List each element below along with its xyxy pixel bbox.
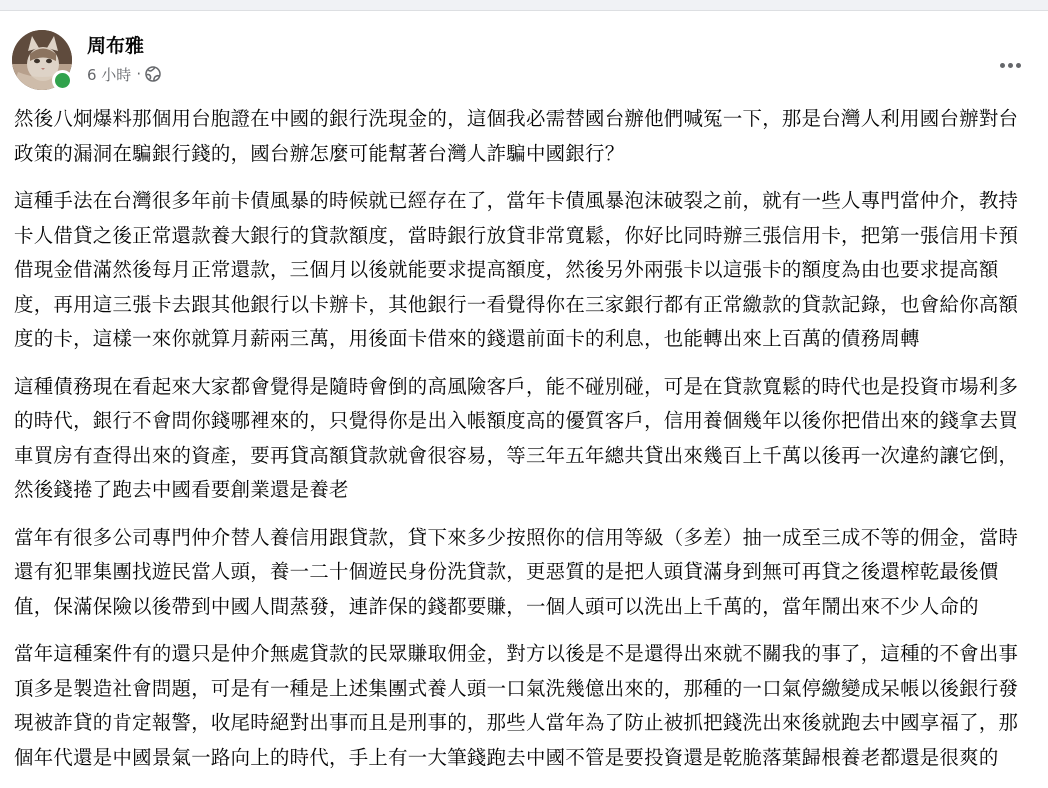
- post-paragraph: 這種債務現在看起來大家都會覺得是隨時會倒的高風險客戶，能不碰別碰，可是在貸款寬鬆的時代也是投資市場利多的時代，銀行不會問你錢哪裡來的，只覺得你是出入帳額度高的優質客戶，信用養個幾年以後你把借出來的錢拿去買車買房有查得出來的資產，要再貸高額貸款就會很容易，等三年五年總共貸出來幾百上千萬以後再一次違約讓它倒，然後錢捲了跑去中國看要創業還是養老: [14, 374, 1019, 501]
- meta-separator: ·: [136, 65, 142, 83]
- post-meta: [87, 63, 161, 85]
- more-options-icon: [1000, 63, 1005, 68]
- post-timestamp[interactable]: 6 小時: [87, 65, 132, 84]
- post-text: [14, 102, 1034, 788]
- post-header: [0, 11, 1048, 91]
- feed-divider: [0, 0, 1048, 11]
- more-options-icon: [1008, 63, 1013, 68]
- post-paragraph: 當年這種案件有的還只是仲介無處貸款的民眾賺取佣金，對方以後是不是還得出來就不關我的事了，這種的不會出事頂多是製造社會問題，可是有一種是上述集團式養人頭一口氣洗幾億出來的，那種的一口氣停繳變成呆帳以後銀行發現被詐貸的肯定報警，收尾時絕對出事而且是刑事的，那些人當年為了防止被抓把錢洗出來後就跑去中國享福了，那個年代還是中國景氣一路向上的時代，手上有一大筆錢跑去中國不管是要投資還是乾脆落葉歸根養老都還是很爽的: [14, 642, 1019, 769]
- post-paragraph: 這種手法在台灣很多年前卡債風暴的時候就已經存在了，當年卡債風暴泡沫破裂之前，就有一些人專門當仲介，教持卡人借貸之後正常還款養大銀行的貸款額度，當時銀行放貸非常寬鬆，你好比同時辦三張信用卡，把第一張信用卡預借現金借滿然後每月正常還款，三個月以後就能要求提高額度，然後另外兩張卡以這張卡的額度為由也要求提高額度，再用這三張卡去跟其他銀行以卡辦卡，其他銀行一看覺得你在三家銀行都有正常繳款的貸款記錄，也會給你高額度的卡，這樣一來你就算月薪兩三萬，用後面卡借來的錢還前面卡的利息，也能轉出來上百萬的債務周轉: [14, 189, 1019, 350]
- author-avatar[interactable]: [12, 30, 72, 90]
- more-options-icon: [1016, 63, 1021, 68]
- globe-icon[interactable]: [145, 66, 161, 82]
- post-card: [0, 11, 1048, 782]
- online-status-indicator: [52, 70, 73, 91]
- author-name[interactable]: 周布雅: [87, 35, 145, 57]
- post-paragraph: 當年有很多公司專門仲介替人養信用跟貸款，貸下來多少按照你的信用等級（多差）抽一成至三成不等的佣金，當時還有犯罪集團找遊民當人頭，養一二十個遊民身份洗貸款，更惡質的是把人頭貸滿身到無可再貸之後還榨乾最後價值，保滿保險以後帶到中國人間蒸發，連詐保的錢都要賺，一個人頭可以洗出上千萬的，當年鬧出來不少人命的: [14, 525, 1019, 618]
- post-paragraph: 然後八炯爆料那個用台胞證在中國的銀行洗現金的，這個我必需替國台辦他們喊冤一下，那是台灣人利用國台辦對台政策的漏洞在騙銀行錢的，國台辦怎麼可能幫著台灣人詐騙中國銀行？: [14, 107, 1019, 165]
- more-options-button[interactable]: [990, 45, 1030, 85]
